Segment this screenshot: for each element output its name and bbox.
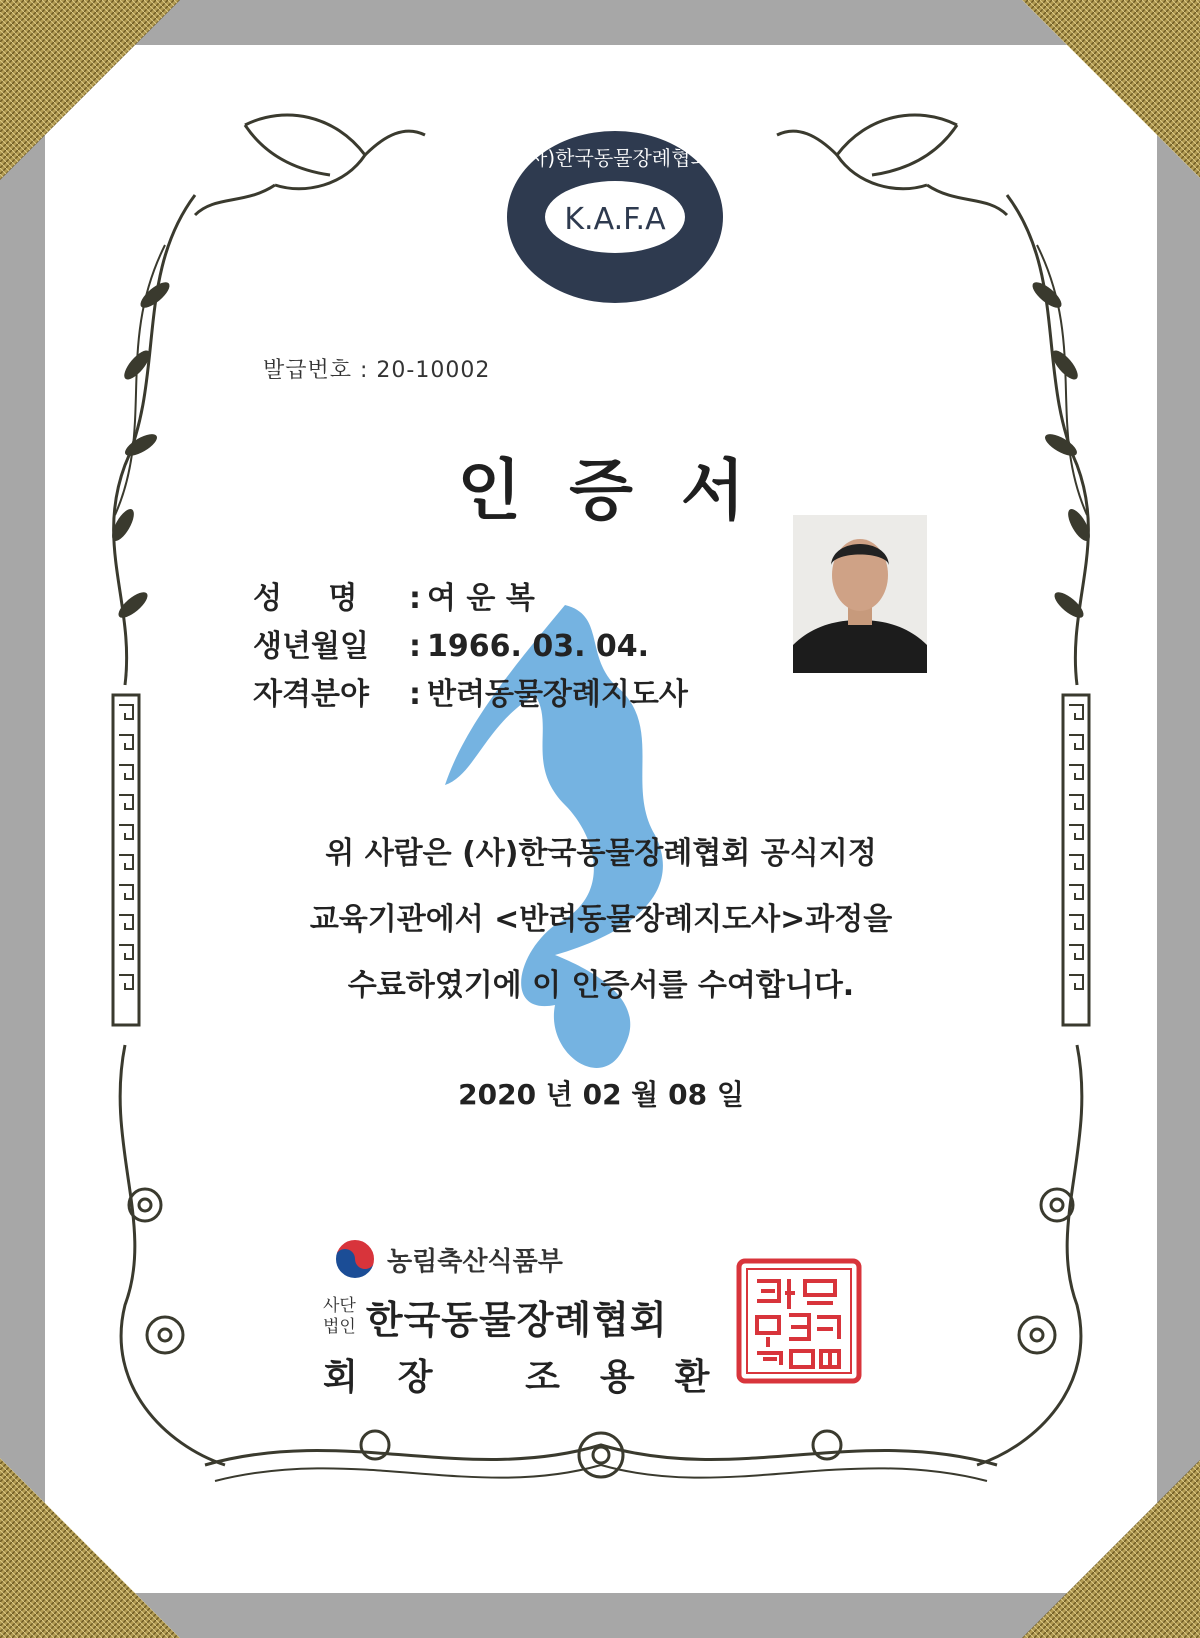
- body-line-2: 교육기관에서 <반려동물장례지도사>과정을: [309, 902, 893, 937]
- org-name: 한국동물장례협회: [365, 1298, 668, 1342]
- field-birthdate-label: 생년월일: [253, 629, 369, 664]
- field-name-sep: :: [409, 581, 421, 616]
- body-line-1: 위 사람은 (사)한국동물장례협회 공식지정: [325, 836, 877, 871]
- field-name: [253, 575, 688, 623]
- certificate-paper: [45, 45, 1157, 1593]
- certificate-body: [45, 821, 1157, 1019]
- field-qualification: [253, 671, 688, 719]
- certificate-title: 인증서: [457, 452, 793, 529]
- org-prefix-line1: 사단: [323, 1295, 356, 1316]
- org-prefix: [323, 1296, 356, 1338]
- kafa-emblem: [503, 127, 727, 307]
- field-qualification-value: 반려동물장례지도사: [427, 677, 688, 712]
- holder-info: [253, 575, 688, 719]
- president-name: 회장 조용환: [323, 1357, 750, 1398]
- issuer-org: [323, 1289, 668, 1344]
- official-seal-stamp: [735, 1257, 863, 1385]
- issue-date: 2020 년 02 월 08 일: [458, 1078, 744, 1111]
- issue-number: 발급번호 : 20-10002: [263, 358, 491, 383]
- field-name-label: 성 명: [253, 581, 376, 616]
- ministry-line: [331, 1235, 563, 1283]
- field-birthdate-sep: :: [409, 629, 421, 664]
- field-birthdate-value: 1966. 03. 04.: [427, 629, 650, 664]
- taegeuk-logo-icon: [331, 1235, 379, 1283]
- field-qualification-label: 자격분야: [253, 677, 369, 712]
- emblem-abbr: K.A.F.A: [564, 202, 666, 237]
- body-line-3: 수료하였기에 이 인증서를 수여합니다.: [347, 968, 855, 1003]
- emblem-ring-text: (사)한국동물장례협회: [520, 146, 710, 170]
- field-birthdate: [253, 623, 688, 671]
- field-name-value: 여 운 복: [427, 581, 535, 616]
- org-prefix-line2: 법인: [323, 1316, 356, 1337]
- holder-photo: [793, 515, 927, 673]
- field-qualification-sep: :: [409, 677, 421, 712]
- ministry-name: 농림축산식품부: [387, 1246, 563, 1277]
